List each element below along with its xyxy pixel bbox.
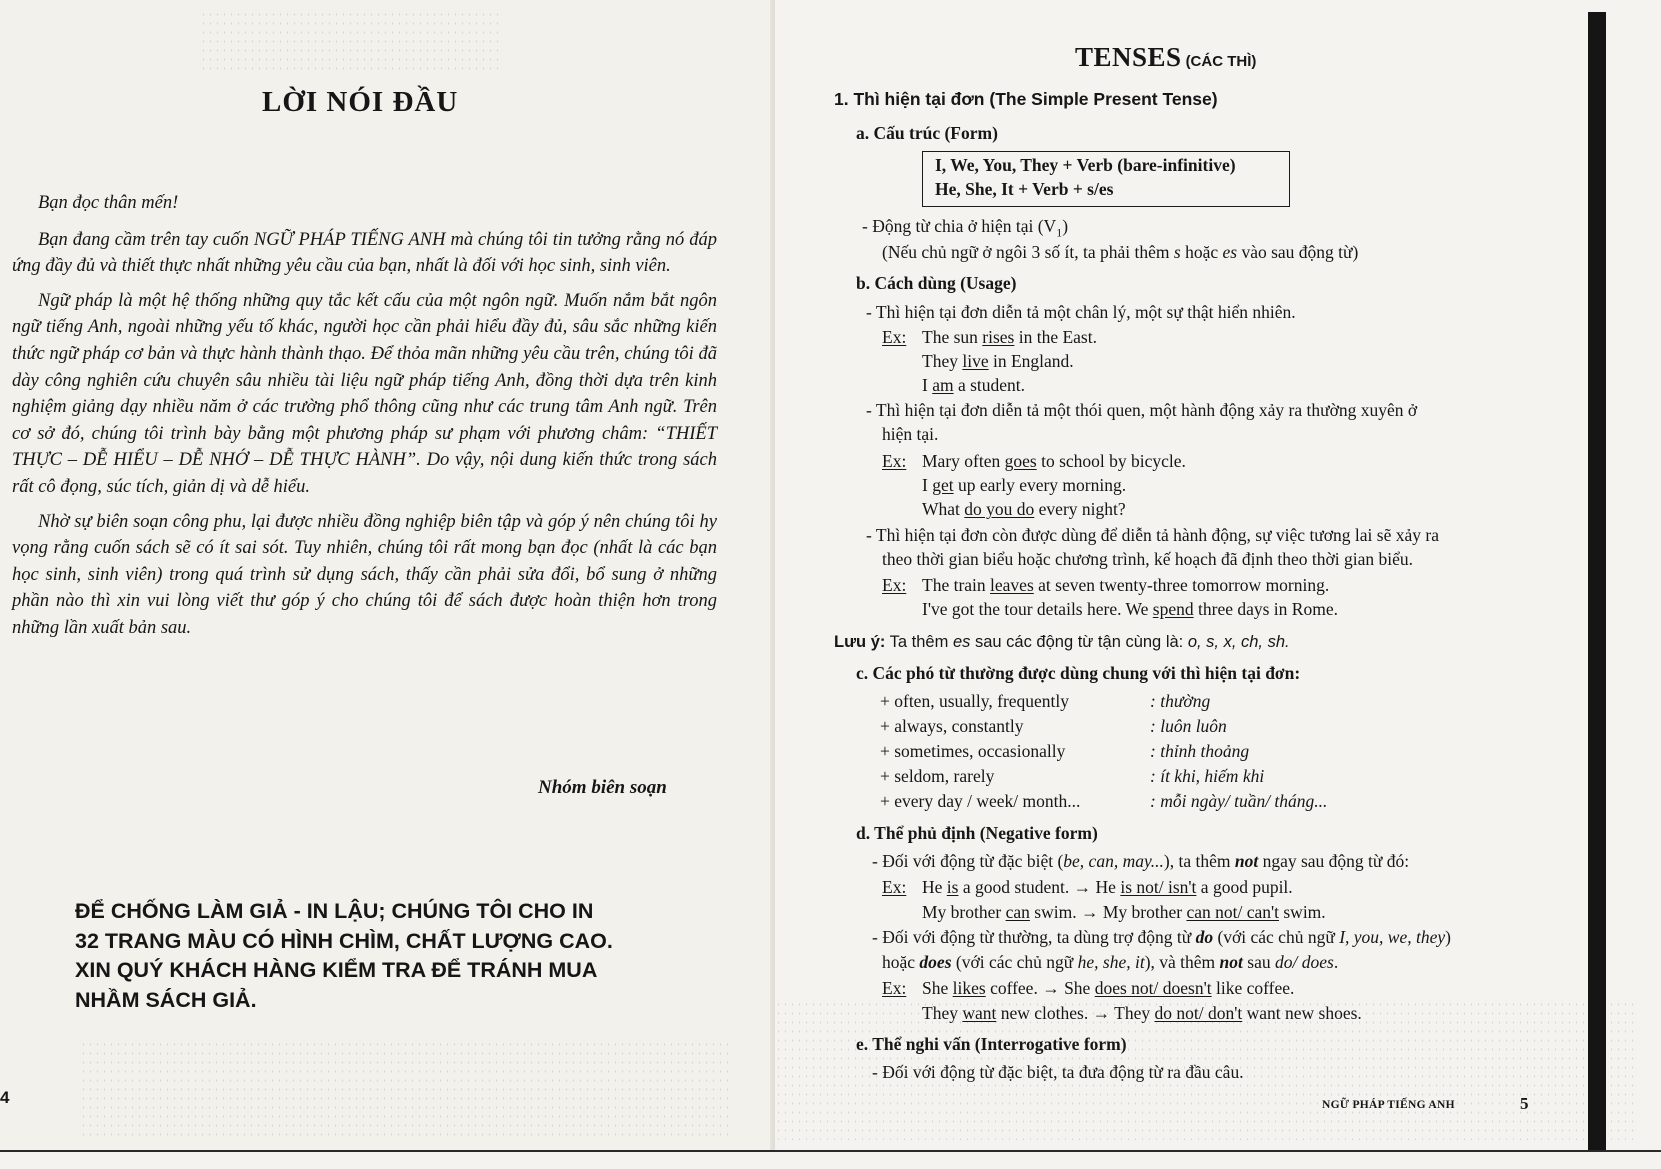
notice-line: ĐỂ CHỐNG LÀM GIẢ - IN LẬU; CHÚNG TÔI CHO IN [75, 899, 594, 923]
usage-item-continued: theo thời gian biểu hoặc chương trình, kế hoạch đã định theo thời gian biểu. [882, 549, 1414, 569]
example-label: Ex: [882, 978, 907, 998]
preface-greeting: Bạn đọc thân mến! [38, 193, 179, 213]
third-person-note: (Nếu chủ ngữ ở ngôi 3 số ít, ta phải thêm s hoặc es vào sau động từ) [882, 242, 1359, 262]
subsection-heading: b. Cách dùng (Usage) [856, 273, 1017, 293]
adverb-en: + every day / week/ month... [880, 791, 1081, 811]
anti-counterfeit-notice [75, 897, 695, 1015]
negation-rule-continued: hoặc does (với các chủ ngữ he, she, it), và thêm not sau do/ does. [882, 952, 1339, 972]
negation-rule: - Đối với động từ thường, ta dùng trợ động từ do (với các chủ ngữ I, you, we, they) [872, 927, 1451, 947]
notice-line: NHẦM SÁCH GIẢ. [75, 987, 257, 1012]
subsection-heading: d. Thể phủ định (Negative form) [856, 823, 1098, 843]
scan-noise [80, 1040, 730, 1140]
notice-line: 32 TRANG MÀU CÓ HÌNH CHÌM, CHẤT LƯỢNG CAO. [75, 928, 613, 953]
preface-title: LỜI NÓI ĐẦU [262, 86, 459, 118]
example: The sun rises in the East. [922, 327, 1097, 347]
example: What do you do every night? [922, 499, 1126, 519]
adverb-en: + seldom, rarely [880, 766, 995, 786]
form-line: I, We, You, They + Verb (bare-infinitive) [935, 155, 1236, 175]
subsection-heading: e. Thể nghi vấn (Interrogative form) [856, 1034, 1127, 1054]
example: They want new clothes. → They do not/ don't want new shoes. [922, 1003, 1362, 1023]
example: Mary often goes to school by bicycle. [922, 451, 1186, 471]
page-number-left: 4 [0, 1088, 10, 1107]
adverb-vi: : luôn luôn [1150, 716, 1227, 736]
adverb-en: + sometimes, occasionally [880, 741, 1066, 761]
subsection-heading: a. Cấu trúc (Form) [856, 123, 998, 143]
example: I get up early every morning. [922, 475, 1127, 495]
preface-paragraph-1: Bạn đang cầm trên tay cuốn NGỮ PHÁP TIẾNG ANH mà chúng tôi tin tưởng rằng nó đáp ứng đầy đủ và thiết thực nhất những yêu cầu của bạn, nhất là đối với học sinh, sinh viên. [12, 229, 717, 277]
subsection-heading: c. Các phó từ thường được dùng chung với thì hiện tại đơn: [856, 663, 1301, 683]
adverb-vi: : ít khi, hiếm khi [1150, 766, 1265, 786]
preface-body [12, 190, 717, 650]
preface-signature: Nhóm biên soạn [538, 777, 667, 798]
example: She likes coffee. → She does not/ doesn't like coffee. [922, 978, 1295, 998]
example-label: Ex: [882, 877, 907, 897]
section-heading: 1. Thì hiện tại đơn (The Simple Present Tense) [834, 89, 1218, 109]
example-label: Ex: [882, 327, 907, 347]
example: I've got the tour details here. We spend three days in Rome. [922, 599, 1338, 619]
example: He is a good student. → He is not/ isn't a good pupil. [922, 877, 1293, 897]
adverb-en: + always, constantly [880, 716, 1024, 736]
note-line: Lưu ý: Ta thêm es sau các động từ tận cùng là: o, s, x, ch, sh. [834, 633, 1290, 651]
usage-item: - Thì hiện tại đơn diễn tả một chân lý, một sự thật hiển nhiên. [866, 302, 1296, 322]
scan-noise [200, 10, 500, 70]
example: My brother can swim. → My brother can not/ can't swim. [922, 902, 1326, 922]
example: They live in England. [922, 351, 1074, 371]
adverb-vi: : mỗi ngày/ tuần/ tháng... [1150, 791, 1328, 811]
example-label: Ex: [882, 451, 907, 471]
chapter-title-sub: (CÁC THÌ) [1185, 53, 1257, 70]
adverb-en: + often, usually, frequently [880, 691, 1070, 711]
chapter-title [1075, 42, 1256, 73]
usage-item: - Thì hiện tại đơn còn được dùng để diễn tả hành động, sự việc tương lai sẽ xảy ra [866, 525, 1439, 545]
running-footer: NGỮ PHÁP TIẾNG ANH [1322, 1099, 1455, 1111]
scan-bottom-edge [0, 1150, 1661, 1152]
left-page [0, 0, 775, 1150]
preface-paragraph-3: Nhờ sự biên soạn công phu, lại được nhiều đồng nghiệp biên tập và góp ý nên chúng tôi hy vọng rằng cuốn sách sẽ có ít sai sót. Tuy nhiên, chúng tôi rất mong bạn đọc (nhất là các bạn học sinh, sinh viên) trong quá trình sử dụng sách, thấy cần phải sửa đổi, bổ sung ở những phần nào thì xin vui lòng viết thư góp ý cho chúng tôi để sách được hoàn thiện hơn trong những lần xuất bản sau. [12, 511, 717, 638]
interrogative-rule: - Đối với động từ đặc biệt, ta đưa động từ ra đầu câu. [872, 1062, 1244, 1082]
notice-line: XIN QUÝ KHÁCH HÀNG KIỂM TRA ĐỂ TRÁNH MUA [75, 958, 598, 982]
usage-item-continued: hiện tại. [882, 424, 939, 444]
adverb-vi: : thỉnh thoảng [1150, 741, 1250, 761]
example: I am a student. [922, 375, 1026, 395]
form-line: He, She, It + Verb + s/es [935, 179, 1114, 199]
usage-item: - Thì hiện tại đơn diễn tả một thói quen, một hành động xảy ra thường xuyên ở [866, 400, 1418, 420]
example: The train leaves at seven twenty-three tomorrow morning. [922, 575, 1330, 595]
chapter-title-main: TENSES [1075, 42, 1182, 72]
form-box [922, 151, 1290, 207]
example-label: Ex: [882, 575, 907, 595]
adverb-vi: : thường [1150, 691, 1211, 711]
verb-note: - Động từ chia ở hiện tại $(V_1)$ [862, 216, 1069, 240]
preface-paragraph-2: Ngữ pháp là một hệ thống những quy tắc kết cấu của một ngôn ngữ. Muốn nắm bắt ngôn ngữ tiếng Anh, ngoài những yếu tố khác, người học cần phải hiểu đầy đủ, sâu sắc những kiến thức ngữ pháp cơ bản và thực hành thành thạo. Để thỏa mãn những yêu cầu trên, chúng tôi đã dày công nghiên cứu chuyên sâu nhiều tài liệu ngữ pháp tiếng Anh, đồng thời dựa trên kinh nghiệm giảng dạy nhiều năm ở các trường phổ thông cũng như các trung tâm Anh ngữ. Trên cơ sở đó, chúng tôi trình bày bằng một phương pháp sư phạm với phương châm: “THIẾT THỰC – DỄ HIỂU – DỄ NHỚ – DỄ THỰC HÀNH”. Do vậy, nội dung kiến thức trong sách rất cô đọng, súc tích, giản dị và dễ hiểu. [12, 290, 717, 497]
negation-rule: - Đối với động từ đặc biệt (be, can, may...), ta thêm not ngay sau động từ đó: [872, 851, 1410, 871]
page-edge-shadow [1588, 12, 1606, 1150]
page-number-right: 5 [1520, 1094, 1529, 1113]
